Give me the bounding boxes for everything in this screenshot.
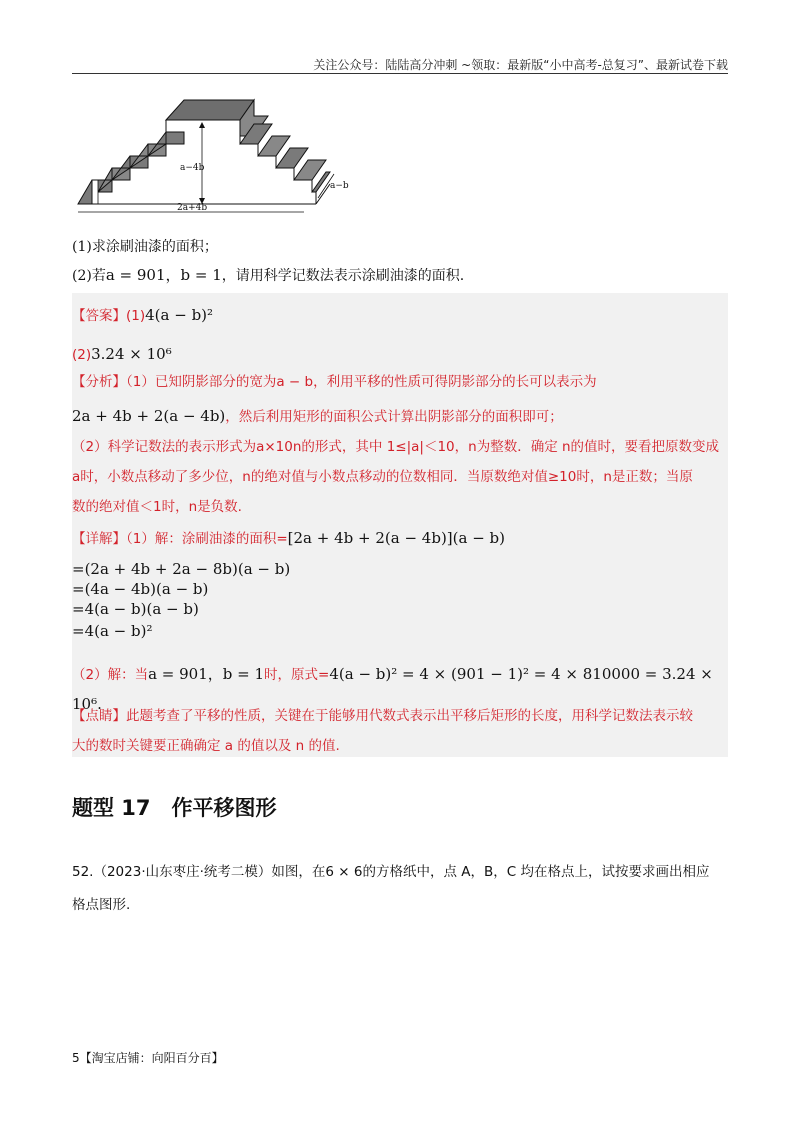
comment-line-2: 大的数时关键要正确确定 a 的值以及 n 的值. — [72, 738, 340, 754]
question-2 — [72, 264, 464, 285]
analysis-math-2: 2a + 4b + 2(a − 4b) — [72, 407, 226, 425]
problem-52 — [72, 856, 728, 922]
detail-part2-mid: 时，原式= — [264, 667, 330, 683]
side-label: a−b — [330, 181, 349, 191]
answer-1-prefix: (1) — [126, 308, 146, 324]
analysis-label: 【分析】 — [72, 374, 126, 390]
header-rule — [72, 73, 728, 74]
answer-label: 【答案】 — [72, 308, 126, 324]
comment-line-1 — [72, 702, 728, 731]
detail-step-1: =(2a + 4b + 2a − 8b)(a − b) — [72, 560, 291, 578]
height-label: a−4b — [180, 163, 205, 173]
section-title: 题型 17 作平移图形 — [72, 796, 277, 820]
analysis-line-1 — [72, 368, 728, 397]
analysis-text-1: （1）已知阴影部分的宽为a − b，利用平移的性质可得阴影部分的长可以表示为 — [126, 374, 597, 390]
page-header: 关注公众号：陆陆高分冲刺 ~领取：最新版“小中高考-总复习”、最新试卷下载 — [313, 58, 728, 72]
detail-part2-condition: a = 901，b = 1 — [148, 665, 265, 683]
detail-step-3: =4(a − b)(a − b) — [72, 600, 199, 618]
comment-label: 【点睛】 — [72, 708, 126, 724]
width-label: 2a+4b — [177, 203, 208, 213]
detail-step-2: =(4a − 4b)(a − b) — [72, 580, 209, 598]
detail-intro: （1）解：涂刷油漆的面积= — [126, 531, 288, 547]
detail-part2-prefix: （2）解：当 — [72, 667, 149, 683]
comment-text-1: 此题考查了平移的性质，关键在于能够用代数式表示出平移后矩形的长度，用科学记数法表示较 — [126, 708, 693, 724]
problem-line-1: 52.（2023·山东枣庄·统考二模）如图，在6 × 6的方格纸中，点 A，B，C 均在格点上，试按要求画出相应 — [72, 864, 710, 880]
answer-2-prefix: (2) — [72, 347, 92, 363]
answer-line-2 — [72, 345, 172, 363]
analysis-line-4: a时，小数点移动了多少位，n的绝对值与小数点移动的位数相同．当原数绝对值≥10时，n是正数；当原 — [72, 469, 693, 485]
answer-line-1 — [72, 304, 213, 324]
question-2-condition: a = 901，b = 1 — [105, 266, 222, 284]
stair-top — [166, 100, 254, 120]
detail-line-0 — [72, 524, 728, 554]
question-2-prefix: (2)若 — [72, 268, 106, 284]
page-footer: 5【淘宝店铺：向阳百分百】 — [72, 1051, 224, 1065]
analysis-line-2 — [72, 402, 728, 432]
detail-label: 【详解】 — [72, 531, 126, 547]
analysis-line-3: （2）科学记数法的表示形式为a×10n的形式，其中 1≤|a|＜10，n为整数．确定 n的值时，要看把原数变成 — [72, 439, 720, 455]
question-1: (1)求涂刷油漆的面积； — [72, 239, 218, 255]
answer-2-value: 3.24 × 10⁶ — [91, 345, 172, 363]
detail-step-0: [2a + 4b + 2(a − 4b)](a − b) — [287, 529, 505, 547]
analysis-line-5: 数的绝对值＜1时，n是负数. — [72, 499, 242, 515]
problem-line-2: 格点图形. — [72, 897, 131, 913]
stair-figure — [72, 96, 362, 218]
analysis-text-2: ，然后利用矩形的面积公式计算出阴影部分的面积即可； — [225, 409, 563, 425]
question-2-suffix: ，请用科学记数法表示涂刷油漆的面积. — [221, 268, 465, 284]
detail-part2-math: 4(a − b)² = 4 × (901 − 1)² = 4 × 810000 = 3.24 × 10⁶. — [72, 665, 713, 713]
detail-step-4: =4(a − b)² — [72, 622, 153, 640]
answer-1-value: 4(a − b)² — [145, 306, 214, 324]
